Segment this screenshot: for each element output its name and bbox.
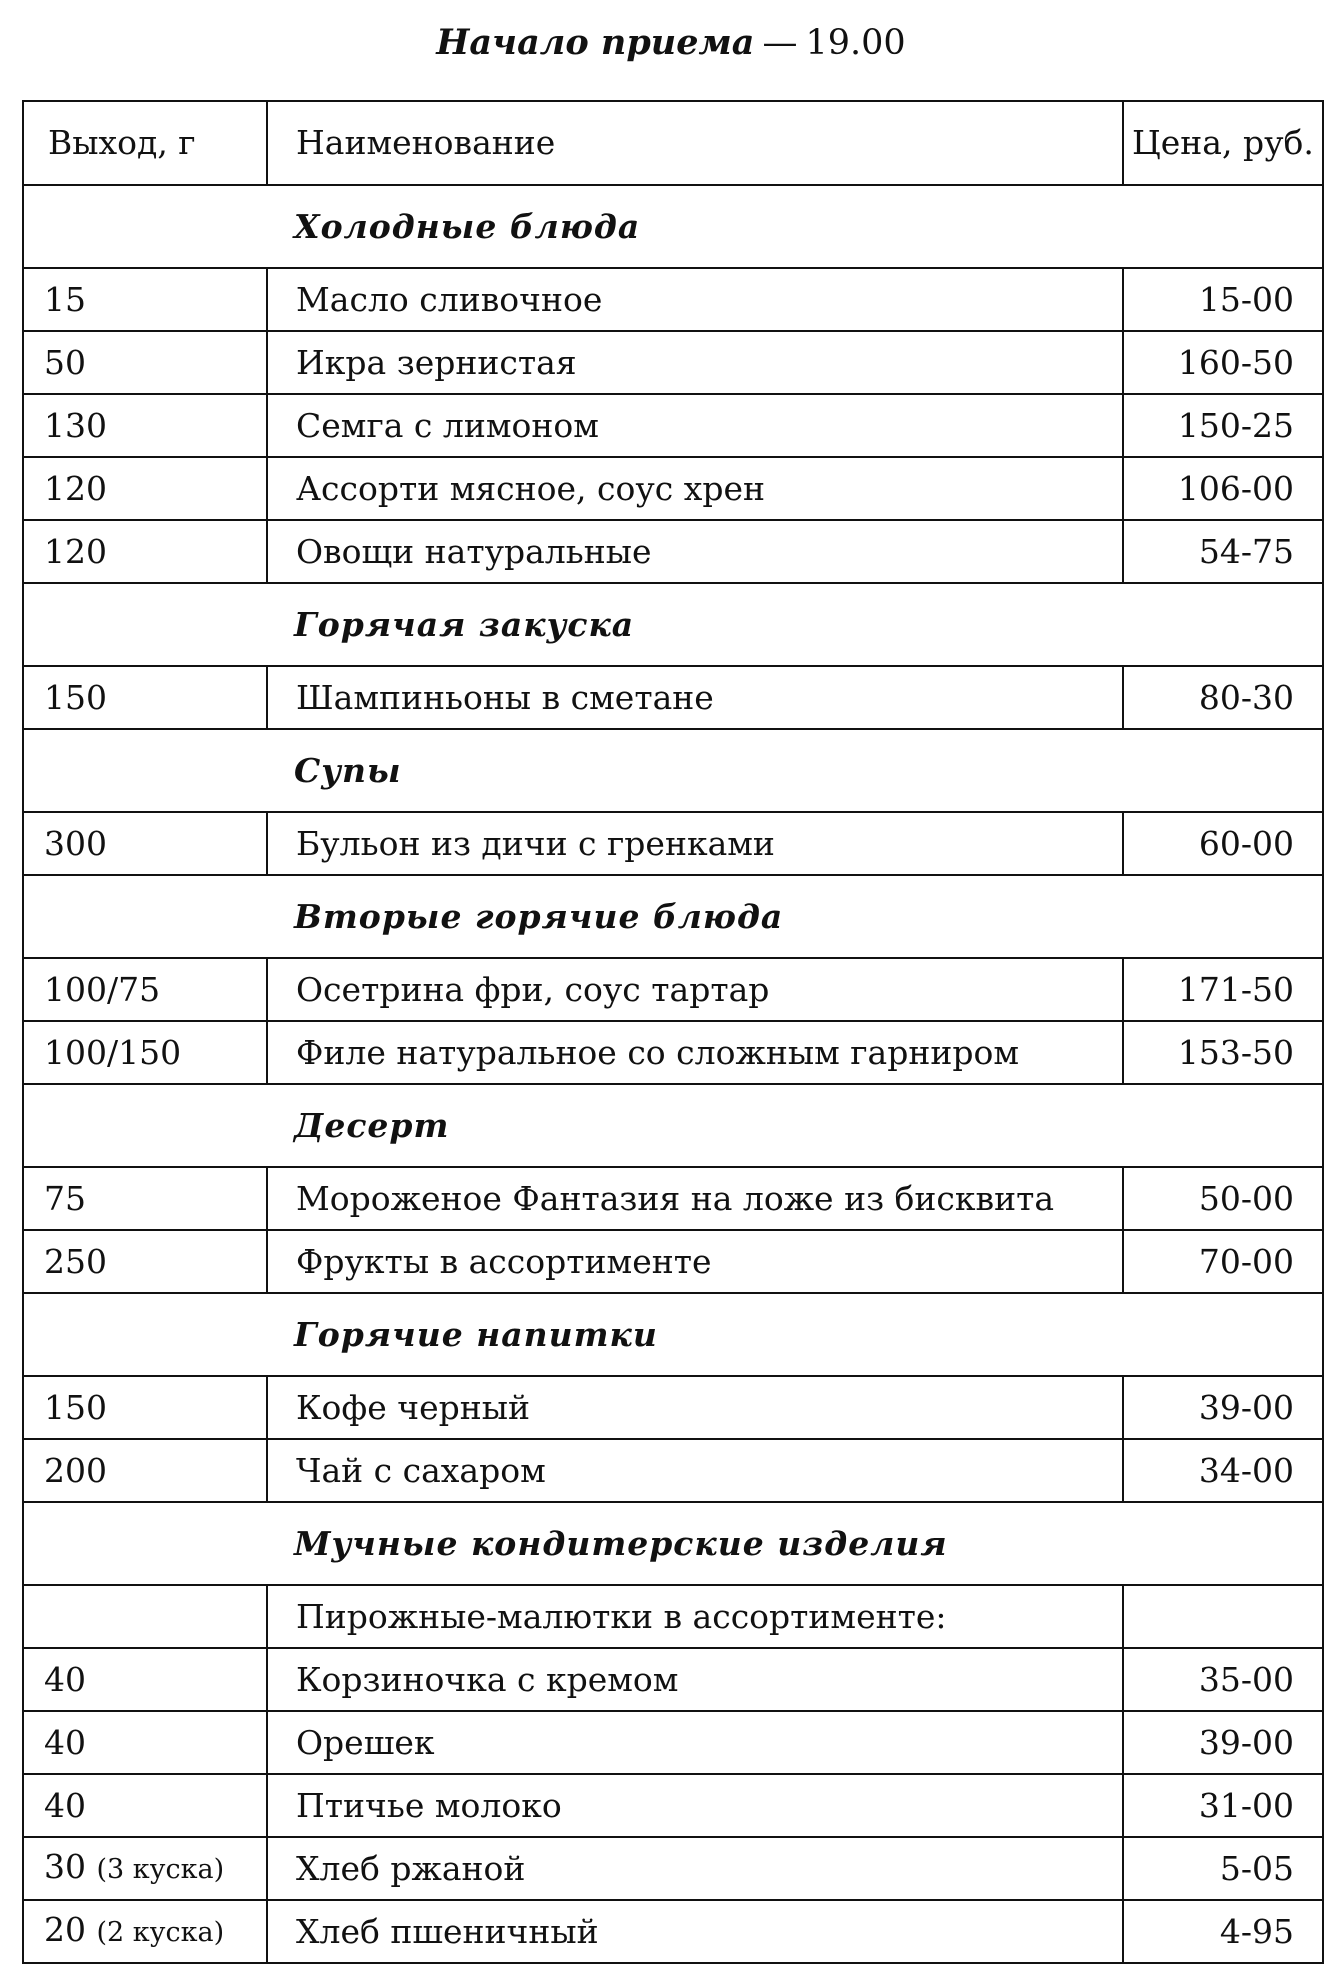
menu-item-row — [23, 1376, 1323, 1439]
item-weight: 120 — [44, 531, 107, 571]
section-title: Горячая закуска — [23, 583, 1323, 666]
item-weight: 250 — [44, 1241, 107, 1281]
item-price: 54-75 — [1123, 520, 1323, 583]
item-weight-cell — [23, 331, 267, 394]
item-weight-cell — [23, 268, 267, 331]
item-price: 15-00 — [1123, 268, 1323, 331]
item-weight: 100/75 — [44, 969, 161, 1009]
header-price: Цена, руб. — [1123, 101, 1323, 185]
title-lead: Начало приема — [436, 22, 755, 63]
item-name: Корзиночка с кремом — [267, 1648, 1123, 1711]
menu-item-row — [23, 666, 1323, 729]
menu-item-row — [23, 1648, 1323, 1711]
section-row — [23, 729, 1323, 812]
item-weight: 130 — [44, 405, 107, 445]
item-price: 39-00 — [1123, 1711, 1323, 1774]
item-name: Овощи натуральные — [267, 520, 1123, 583]
item-weight-cell — [23, 1230, 267, 1293]
item-weight: 30 — [44, 1847, 86, 1886]
menu-item-row — [23, 268, 1323, 331]
item-weight-cell — [23, 1167, 267, 1230]
item-weight: 20 — [44, 1910, 86, 1949]
item-weight: 150 — [44, 1387, 107, 1427]
item-weight-cell — [23, 1439, 267, 1502]
item-weight-cell — [23, 812, 267, 875]
menu-item-row — [23, 457, 1323, 520]
item-name: Филе натуральное со сложным гарниром — [267, 1021, 1123, 1084]
item-weight-cell — [23, 520, 267, 583]
item-price: 106-00 — [1123, 457, 1323, 520]
menu-item-row — [23, 1774, 1323, 1837]
item-name: Икра зернистая — [267, 331, 1123, 394]
item-name: Хлеб пшеничный — [267, 1900, 1123, 1963]
item-weight-cell — [23, 1021, 267, 1084]
menu-item-row — [23, 394, 1323, 457]
section-title: Горячие напитки — [23, 1293, 1323, 1376]
item-weight: 150 — [44, 677, 107, 717]
menu-item-row — [23, 1439, 1323, 1502]
section-title: Холодные блюда — [23, 185, 1323, 268]
item-weight: 50 — [44, 342, 86, 382]
item-name: Шампиньоны в сметане — [267, 666, 1123, 729]
item-price: 4-95 — [1123, 1900, 1323, 1963]
section-title: Мучные кондитерские изделия — [23, 1502, 1323, 1585]
item-weight-cell — [23, 1774, 267, 1837]
item-price: 160-50 — [1123, 331, 1323, 394]
item-name: Мороженое Фантазия на ложе из бисквита — [267, 1167, 1123, 1230]
menu-item-row — [23, 1711, 1323, 1774]
header-weight: Выход, г — [23, 101, 267, 185]
menu-item-row — [23, 1167, 1323, 1230]
header-name: Наименование — [267, 101, 1123, 185]
menu-item-row — [23, 1837, 1323, 1900]
item-weight: 300 — [44, 823, 107, 863]
menu-item-row — [23, 1021, 1323, 1084]
item-price: 153-50 — [1123, 1021, 1323, 1084]
section-row — [23, 1293, 1323, 1376]
item-weight-cell — [23, 394, 267, 457]
item-name: Хлеб ржаной — [267, 1837, 1123, 1900]
item-weight: 100/150 — [44, 1032, 182, 1072]
header-row — [23, 101, 1323, 185]
item-name: Фрукты в ассортименте — [267, 1230, 1123, 1293]
item-weight: 15 — [44, 279, 86, 319]
section-row — [23, 875, 1323, 958]
item-name: Пирожные-малютки в ассортименте: — [267, 1585, 1123, 1648]
item-weight: 40 — [44, 1722, 86, 1762]
section-title: Вторые горячие блюда — [23, 875, 1323, 958]
item-price: 5-05 — [1123, 1837, 1323, 1900]
section-title: Супы — [23, 729, 1323, 812]
item-price: 50-00 — [1123, 1167, 1323, 1230]
section-row — [23, 185, 1323, 268]
item-price: 150-25 — [1123, 394, 1323, 457]
item-weight: 40 — [44, 1659, 86, 1699]
item-weight-cell — [23, 457, 267, 520]
item-name: Чай с сахаром — [267, 1439, 1123, 1502]
menu-item-row — [23, 1585, 1323, 1648]
item-weight-cell — [23, 666, 267, 729]
item-price — [1123, 1585, 1323, 1648]
item-weight-cell — [23, 1711, 267, 1774]
item-price: 60-00 — [1123, 812, 1323, 875]
section-row — [23, 583, 1323, 666]
item-name: Кофе черный — [267, 1376, 1123, 1439]
title-time: 19.00 — [805, 23, 906, 63]
item-weight-cell — [23, 1900, 267, 1963]
section-title: Десерт — [23, 1084, 1323, 1167]
item-name: Масло сливочное — [267, 268, 1123, 331]
section-row — [23, 1084, 1323, 1167]
menu-item-row — [23, 1230, 1323, 1293]
menu-item-row — [23, 958, 1323, 1021]
item-price: 70-00 — [1123, 1230, 1323, 1293]
menu-item-row — [23, 331, 1323, 394]
item-weight: 75 — [44, 1178, 86, 1218]
item-name: Семга с лимоном — [267, 394, 1123, 457]
item-name: Птичье молоко — [267, 1774, 1123, 1837]
item-weight-cell — [23, 958, 267, 1021]
item-name: Бульон из дичи с гренками — [267, 812, 1123, 875]
item-weight: 40 — [44, 1785, 86, 1825]
menu-table — [22, 100, 1324, 1964]
item-price: 171-50 — [1123, 958, 1323, 1021]
title-separator: — — [762, 23, 798, 63]
item-price: 31-00 — [1123, 1774, 1323, 1837]
item-name: Ассорти мясное, соус хрен — [267, 457, 1123, 520]
item-weight-cell — [23, 1648, 267, 1711]
item-weight-cell — [23, 1585, 267, 1648]
section-row — [23, 1502, 1323, 1585]
item-price: 35-00 — [1123, 1648, 1323, 1711]
menu-item-row — [23, 812, 1323, 875]
item-weight-note: (3 куска) — [96, 1854, 225, 1885]
item-weight-cell — [23, 1376, 267, 1439]
item-name: Осетрина фри, соус тартар — [267, 958, 1123, 1021]
page-title — [0, 20, 1342, 66]
item-price: 39-00 — [1123, 1376, 1323, 1439]
menu-item-row — [23, 1900, 1323, 1963]
item-weight: 120 — [44, 468, 107, 508]
item-price: 80-30 — [1123, 666, 1323, 729]
item-weight-cell — [23, 1837, 267, 1900]
item-price: 34-00 — [1123, 1439, 1323, 1502]
item-weight: 200 — [44, 1450, 107, 1490]
menu-item-row — [23, 520, 1323, 583]
item-weight-note: (2 куска) — [96, 1917, 225, 1948]
item-name: Орешек — [267, 1711, 1123, 1774]
